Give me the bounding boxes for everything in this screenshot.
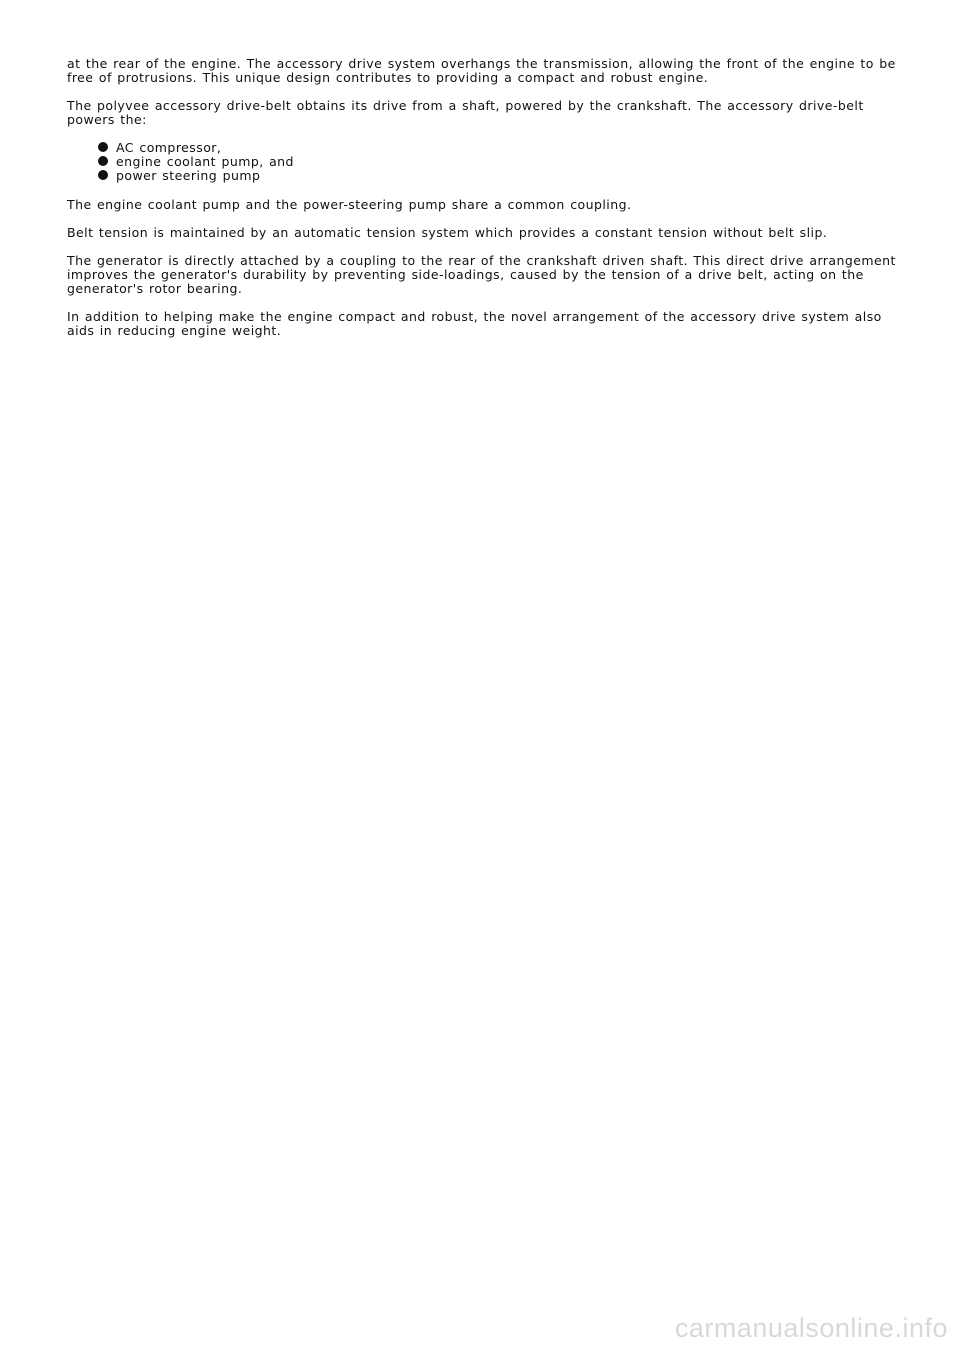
powered-components-list [67,141,897,183]
paragraph-generator: The generator is directly attached by a coupling to the rear of the crankshaft driven shaft. This direct drive arrangement improves the generator's durability by preventing side-loadings, caused by the tension of a drive belt, acting on the generator's rotor bearing. [67,253,896,296]
list-item [67,169,897,183]
list-item-text: engine coolant pump, and [116,154,294,169]
site-watermark: carmanualsonline.info [674,1313,948,1343]
list-item-text: power steering pump [116,168,261,183]
document-body [67,57,897,352]
paragraph-coupling: The engine coolant pump and the power-steering pump share a common coupling. [67,197,632,212]
paragraph-engine-layout: at the rear of the engine. The accessory drive system overhangs the transmission, allowing the front of the engine to be free of protrusions. This unique design contributes to providing a compact and robust engine. [67,56,896,85]
list-item-text: AC compressor, [116,140,222,155]
bullet-icon [98,142,108,152]
paragraph-drive-belt: The polyvee accessory drive-belt obtains its drive from a shaft, powered by the crankshaft. The accessory drive-belt powers the: [67,98,864,127]
list-item [67,141,897,155]
paragraph-weight: In addition to helping make the engine compact and robust, the novel arrangement of the accessory drive system also aids in reducing engine weight. [67,309,882,338]
list-item [67,155,897,169]
bullet-icon [98,170,108,180]
bullet-icon [98,156,108,166]
paragraph-belt-tension: Belt tension is maintained by an automatic tension system which provides a constant tension without belt slip. [67,225,828,240]
